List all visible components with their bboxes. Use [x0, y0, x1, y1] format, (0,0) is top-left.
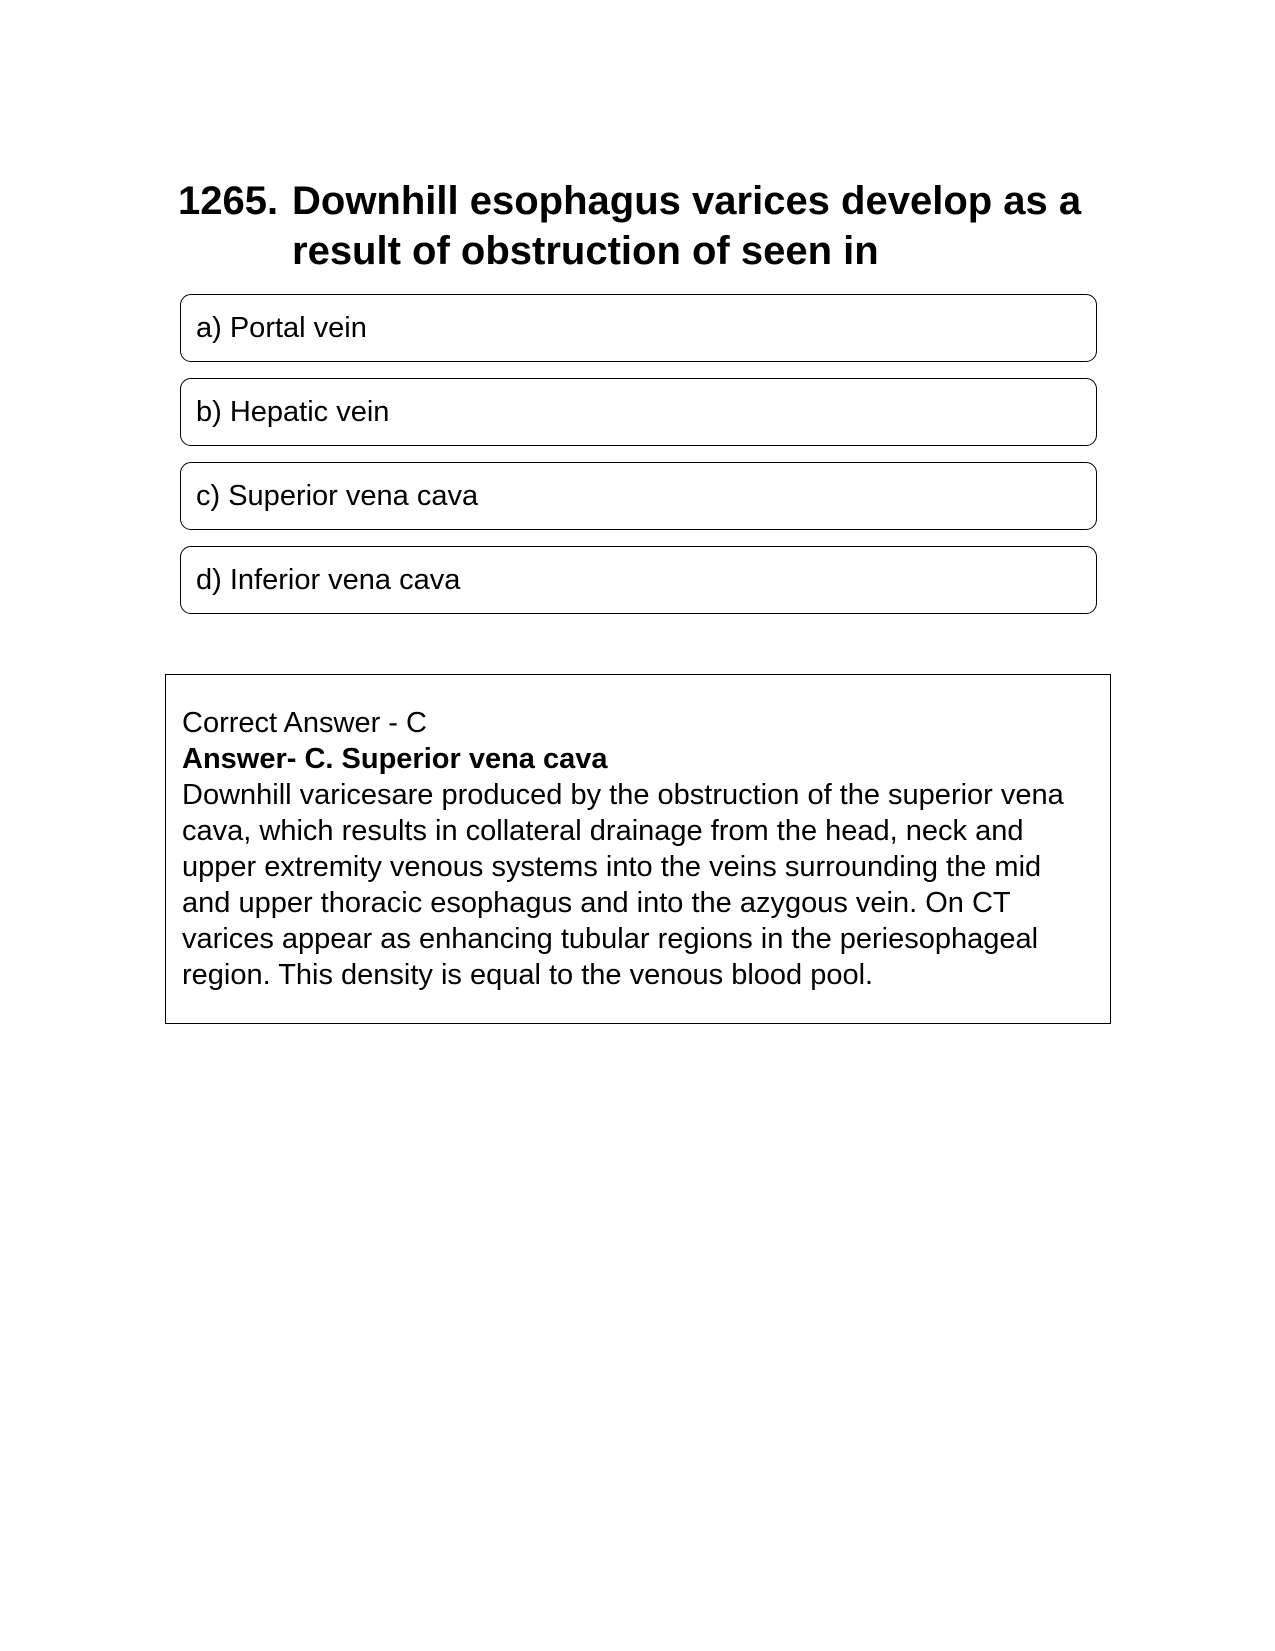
option-d-label: d) Inferior vena cava: [196, 563, 461, 596]
question-text: Downhill esophagus varices develop as a result of obstruction of seen in: [292, 179, 1082, 273]
option-b-label: b) Hepatic vein: [196, 395, 390, 428]
question-number: 1265.: [178, 179, 279, 223]
correct-answer-line: Correct Answer - C: [182, 707, 427, 739]
option-a[interactable]: [180, 294, 1097, 362]
option-a-label: a) Portal vein: [196, 311, 367, 344]
answer-explanation: Downhill varicesare produced by the obstruction of the superior vena cava, which results in collateral drainage from the head, neck and upper extremity venous systems into the veins surrounding the mid and upper thoracic esophagus and into the azygous vein. On CT varices appear as enhancing tubular regions in the periesophageal region. This density is equal to the venous blood pool.: [182, 779, 1064, 991]
question-heading: [178, 176, 1098, 276]
option-c-label: c) Superior vena cava: [196, 479, 479, 512]
answer-options: [180, 294, 1097, 630]
answer-explanation-box: [165, 674, 1111, 1024]
answer-title: Answer- C. Superior vena cava: [182, 743, 608, 775]
option-c[interactable]: [180, 462, 1097, 530]
option-d[interactable]: [180, 546, 1097, 614]
option-b[interactable]: [180, 378, 1097, 446]
